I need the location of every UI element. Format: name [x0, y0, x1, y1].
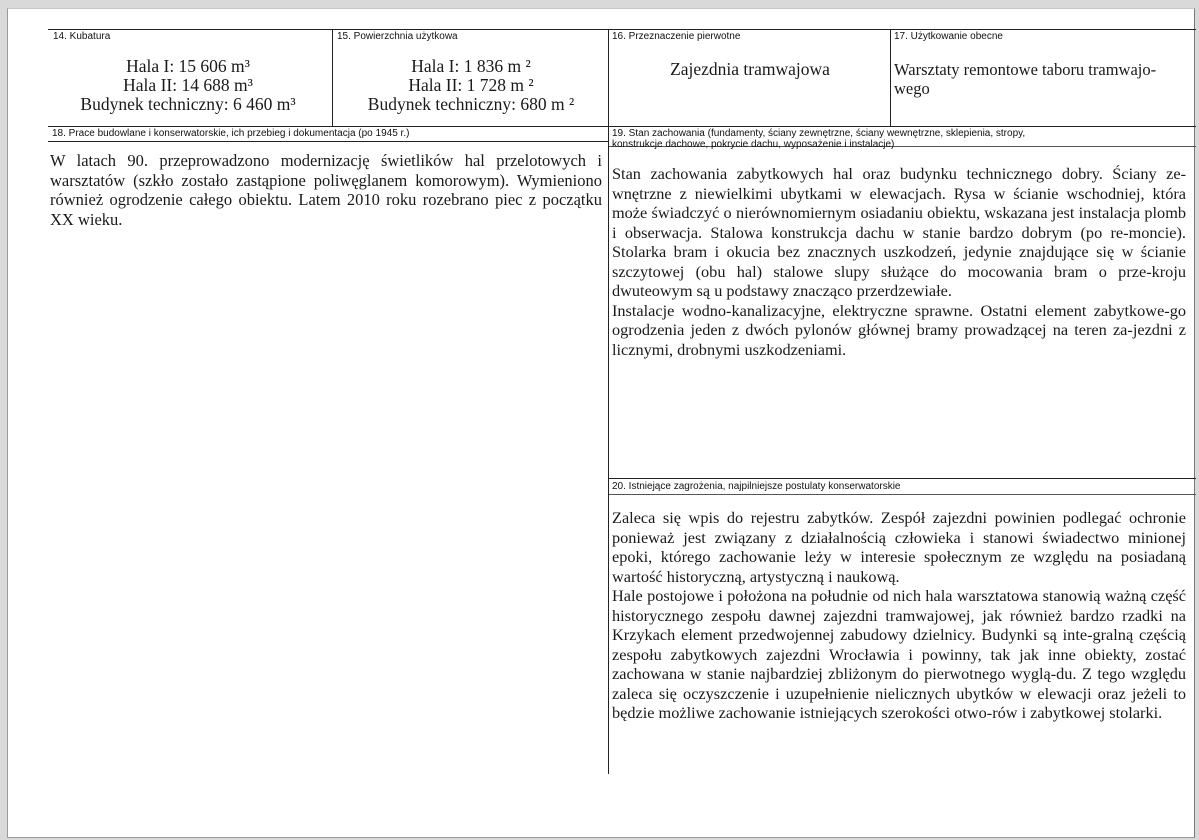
section-14-line: Hala II: 14 688 m³ [123, 75, 253, 95]
document-page [7, 8, 1195, 838]
section-20-label: 20. Istniejące zagrożenia, najpilniejsze postulaty konserwatorskie [612, 481, 901, 492]
section-17-value: Warsztaty remontowe taboru tramwajo-wego [894, 60, 1157, 98]
table-top-border [48, 29, 1196, 30]
section-19-label-line1: 19. Stan zachowania (fundamenty, ściany zewnętrzne, ściany wewnętrzne, sklepienia, stropy, [612, 128, 1026, 139]
divider-19-20 [609, 478, 1196, 479]
section-15-line: Budynek techniczny: 680 m ² [367, 94, 575, 114]
section-19-paragraph: Instalacje wodno-kanalizacyjne, elektryczne sprawne. Ostatni element zabytkowe-go ogrodzenia jeden z dwóch pylonów głównej bramy prowadzącej na teren za-jezdni z licznymi, drobnymi uszkodzeniami. [612, 300, 1186, 359]
section-18-prace [50, 128, 606, 229]
section-20-paragraph: Hale postojowe i położona na południe od nich hala warsztatowa stanowią ważną część historycznego zespołu dawnej zajezdni tramwajowej, jak również bardzo rzadki na Krzykach element przedwojennej zabudowy dzielnicy. Budynki są inte-gralną częścią zespołu zabytkowych zajezdni Wrocławia i powinny, tak jak inne obiekty, zostać zachowana w stanie najbardziej zbliżonym do pierwotnego wyglą-du. Z tego względu zaleca się oczyszczenie i uzupełnienie nielicznych ubytków w elewacji oraz jeżeli to będzie możliwe zachowanie istniejących szerokości otwo-rów i zabytkowej stolarki. [612, 586, 1186, 722]
section-20-zagrozenia [612, 481, 1192, 723]
section-16-value: Zajezdnia tramwajowa [670, 59, 830, 79]
section-15-label: 15. Powierzchnia użytkowa [337, 31, 458, 42]
section-15-line: Hala II: 1 728 m ² [408, 75, 534, 95]
section-18-label: 18. Prace budowlane i konserwatorskie, ich przebieg i dokumentacja (po 1945 r.) [52, 128, 410, 139]
divider-main [608, 29, 609, 774]
section-14-label: 14. Kubatura [53, 31, 111, 42]
section-14-values [46, 57, 330, 114]
section-19-label-line2: konstrukcje dachowe, pokrycie dachu, wyposażenie i instalacje) [612, 139, 895, 150]
section-15-line: Hala I: 1 836 m ² [411, 56, 531, 76]
section-16-przeznaczenie [612, 31, 888, 125]
section-17-uzytkowanie [894, 31, 1190, 125]
divider-row1 [48, 126, 1196, 127]
section-19-paragraph: Stan zachowania zabytkowych hal oraz budynku technicznego dobry. Ściany ze-wnętrzne z niewielkimi ubytkami w elewacjach. Rysa w ścianie wschodniej, która może świadczyć o nierównomiernym osiadaniu obiektu, wskazana jest instalacja plomb i obserwacja. Stalowa konstrukcja dachu w stanie bardzo dobrym (po re-moncie). Stolarka bram i okucia bez znacznych uszkodzeń, jedynie znajdujące się w ścianie szczytowej (obu hal) stalowe slupy służące do mocowania bram o prze-kroju dwuteowym są u podstawy znacząco przerdzewiałe. [612, 164, 1186, 300]
section-19-text [612, 164, 1186, 359]
section-15-powierzchnia [335, 31, 607, 125]
section-15-values [335, 57, 607, 114]
section-20-paragraph: Zaleca się wpis do rejestru zabytków. Zespół zajezdni powinien podlegać ochronie ponieważ jest związany z działalnością człowieka i stanowi świadectwo minionej epoki, którego zachowanie leży w interesie społecznym ze względu na posiadaną wartość historyczną, artystyczną i naukową. [612, 508, 1186, 586]
section-16-label: 16. Przeznaczenie pierwotne [612, 31, 741, 42]
section-14-line: Hala I: 15 606 m³ [126, 56, 250, 76]
section-14-line: Budynek techniczny: 6 460 m³ [80, 94, 296, 114]
section-14-kubatura [50, 31, 330, 125]
divider-14-15 [332, 29, 333, 126]
section-17-label: 17. Użytkowanie obecne [894, 31, 1003, 42]
section-20-text [612, 508, 1186, 723]
divider-16-17 [890, 29, 891, 126]
section-19-stan-zachowania [612, 128, 1192, 359]
section-18-text: W latach 90. przeprowadzono modernizację świetlików hal przelotowych i warsztatów (szkło zostało zastąpione poliwęglanem komorowym). Wymieniono również ogrodzenie całego obiektu. Latem 2010 roku rozebrano piec z początku XX wieku. [50, 151, 602, 229]
